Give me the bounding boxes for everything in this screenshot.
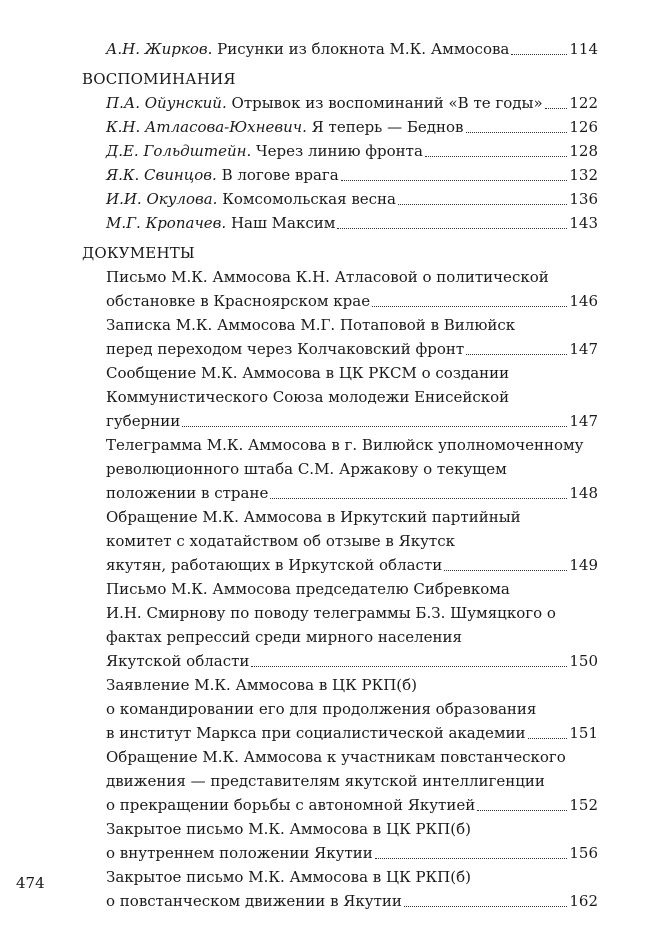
entry-page-number: 149	[569, 556, 598, 574]
toc-entry	[82, 115, 598, 139]
entry-title-line: Заявление М.К. Аммосова в ЦК РКП(б)	[106, 676, 418, 694]
entry-title: Отрывок из воспоминаний «В те годы»	[231, 94, 543, 112]
entry-page-number: 146	[569, 292, 598, 310]
entry-page-number: 147	[569, 340, 598, 358]
entry-page-number: 148	[569, 484, 598, 502]
entry-title-line: движения — представителям якутской интеллигенции	[106, 772, 545, 790]
entry-text	[106, 211, 335, 235]
dot-leader	[404, 906, 567, 907]
entry-title: Я теперь — Беднов	[311, 118, 464, 136]
entry-text	[106, 409, 180, 433]
entry-author: И.И. Окулова.	[106, 190, 218, 208]
toc-entry	[82, 163, 598, 187]
entry-title: Через линию фронта	[256, 142, 423, 160]
dot-leader	[511, 54, 567, 55]
entry-title-line: Записка М.К. Аммосова М.Г. Потаповой в Вилюйск	[106, 316, 516, 334]
entry-text	[106, 37, 509, 61]
entry-last-line	[106, 115, 598, 139]
dot-leader	[251, 666, 567, 667]
entry-title-line: Закрытое письмо М.К. Аммосова в ЦК РКП(б)	[106, 868, 471, 886]
entry-page-number: 152	[569, 796, 598, 814]
entry-title: о прекращении борьбы с автономной Якутией	[106, 796, 476, 814]
entry-text	[106, 841, 373, 865]
entry-title: В логове врага	[221, 166, 339, 184]
toc-entry	[82, 505, 598, 577]
entry-last-line	[106, 481, 598, 505]
entry-title-line: Телеграмма М.К. Аммосова в г. Вилюйск уполномоченному	[106, 436, 584, 454]
entry-author: К.Н. Атласова-Юхневич.	[106, 118, 307, 136]
entry-title-line: Обращение М.К. Аммосова в Иркутский партийный	[106, 508, 521, 526]
entry-author: Д.Е. Гольдштейн.	[106, 142, 252, 160]
toc-entry	[82, 139, 598, 163]
entry-last-line	[106, 793, 598, 817]
entry-title: губернии	[106, 412, 181, 430]
entry-title: положении в стране	[106, 484, 269, 502]
entry-text	[106, 889, 402, 913]
entry-title: в институт Маркса при социалистической академии	[106, 724, 526, 742]
dot-leader	[270, 498, 567, 499]
entry-last-line	[106, 91, 598, 115]
entry-text	[106, 187, 396, 211]
entry-text	[106, 481, 268, 505]
entry-title: о внутреннем положении Якутии	[106, 844, 373, 862]
entry-text	[106, 553, 442, 577]
entry-title-line: комитет с ходатайством об отзыве в Якутск	[106, 532, 455, 550]
entry-title-line: И.Н. Смирнову по поводу телеграммы Б.З. Шумяцкого о	[106, 604, 556, 622]
entry-page-number: 122	[569, 94, 598, 112]
dot-leader	[545, 108, 568, 109]
entry-title: обстановке в Красноярском крае	[106, 292, 371, 310]
toc-entry	[82, 37, 598, 61]
entry-author: М.Г. Кропачев.	[106, 214, 227, 232]
entry-title-line: Коммунистического Союза молодежи Енисейской	[106, 388, 510, 406]
entry-title: Якутской области	[106, 652, 250, 670]
entry-page-number: 114	[569, 40, 598, 58]
dot-leader	[466, 354, 567, 355]
dot-leader	[444, 570, 567, 571]
entry-author: П.А. Ойунский.	[106, 94, 227, 112]
entry-last-line	[106, 163, 598, 187]
dot-leader	[528, 738, 568, 739]
entry-last-line	[106, 889, 598, 913]
dot-leader	[341, 180, 568, 181]
entry-text	[106, 163, 339, 187]
section-heading: ВОСПОМИНАНИЯ	[82, 70, 236, 88]
entry-text	[106, 793, 475, 817]
dot-leader	[398, 204, 567, 205]
dot-leader	[182, 426, 567, 427]
section-heading: ДОКУМЕНТЫ	[82, 244, 195, 262]
entry-title-line: о командировании его для продолжения образования	[106, 700, 537, 718]
entry-author: Я.К. Свинцов.	[106, 166, 217, 184]
entry-title: Наш Максим	[230, 214, 336, 232]
dot-leader	[375, 858, 568, 859]
toc-entry	[82, 211, 598, 235]
toc-entry	[82, 91, 598, 115]
entry-page-number: 147	[569, 412, 598, 430]
entry-title-line: Закрытое письмо М.К. Аммосова в ЦК РКП(б)	[106, 820, 471, 838]
toc-entry	[82, 865, 598, 913]
page-number: 474	[16, 874, 45, 892]
entry-title-line: Сообщение М.К. Аммосова в ЦК РКСМ о создании	[106, 364, 510, 382]
entry-title: Рисунки из блокнота М.К. Аммосова	[217, 40, 510, 58]
entry-last-line	[106, 187, 598, 211]
entry-title-line: Письмо М.К. Аммосова председателю Сибревкома	[106, 580, 510, 598]
dot-leader	[425, 156, 567, 157]
toc-entry	[82, 433, 598, 505]
entry-page-number: 162	[569, 892, 598, 910]
toc-entry	[82, 577, 598, 673]
toc-entry	[82, 673, 598, 745]
dot-leader	[337, 228, 567, 229]
entry-title: Комсомольская весна	[222, 190, 396, 208]
entry-last-line	[106, 409, 598, 433]
dot-leader	[477, 810, 567, 811]
entry-text	[106, 139, 423, 163]
entry-title-line: революционного штаба С.М. Аржакову о текущем	[106, 460, 507, 478]
entry-title-line: фактах репрессий среди мирного населения	[106, 628, 462, 646]
entry-title-line: Письмо М.К. Аммосова К.Н. Атласовой о политической	[106, 268, 549, 286]
entry-page-number: 156	[569, 844, 598, 862]
entry-page-number: 128	[569, 142, 598, 160]
entry-title-line: Обращение М.К. Аммосова к участникам повстанческого	[106, 748, 566, 766]
entry-text	[106, 91, 543, 115]
entry-last-line	[106, 337, 598, 361]
entry-page-number: 132	[569, 166, 598, 184]
entry-text	[106, 649, 249, 673]
entry-page-number: 150	[569, 652, 598, 670]
entry-last-line	[106, 841, 598, 865]
toc-entry	[82, 313, 598, 361]
entry-page-number: 151	[569, 724, 598, 742]
entry-text	[106, 721, 526, 745]
entry-last-line	[106, 289, 598, 313]
dot-leader	[372, 306, 567, 307]
entry-text	[106, 337, 464, 361]
entry-text	[106, 115, 464, 139]
entry-last-line	[106, 553, 598, 577]
entry-title: якутян, работающих в Иркутской области	[106, 556, 443, 574]
entry-last-line	[106, 139, 598, 163]
entry-last-line	[106, 649, 598, 673]
table-of-contents	[82, 37, 598, 913]
entry-author: А.Н. Жирков.	[106, 40, 213, 58]
toc-entry	[82, 187, 598, 211]
entry-page-number: 136	[569, 190, 598, 208]
toc-entry	[82, 265, 598, 313]
entry-title: о повстанческом движении в Якутии	[106, 892, 402, 910]
entry-page-number: 143	[569, 214, 598, 232]
entry-title: перед переходом через Колчаковский фронт	[106, 340, 465, 358]
entry-last-line	[106, 721, 598, 745]
toc-entry	[82, 817, 598, 865]
dot-leader	[466, 132, 568, 133]
toc-entry	[82, 745, 598, 817]
entry-page-number: 126	[569, 118, 598, 136]
entry-last-line	[106, 37, 598, 61]
entry-last-line	[106, 211, 598, 235]
toc-entry	[82, 361, 598, 433]
entry-text	[106, 289, 370, 313]
